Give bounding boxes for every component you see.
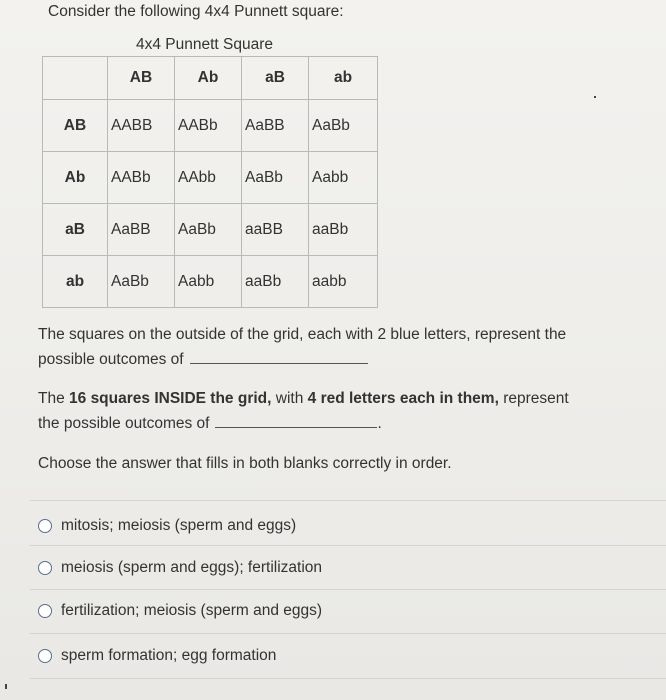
radio-button-icon[interactable] [38,519,52,533]
option-label: fertilization; meiosis (sperm and eggs) [61,602,323,619]
divider [30,589,666,590]
column-header: aB [242,57,309,100]
table-header-row [43,57,378,100]
row-header: aB [43,204,108,256]
genotype-cell: aaBB [242,204,309,256]
table-row [43,204,378,256]
question-two-end-mark: . [377,415,382,432]
genotype-cell: AABB [108,100,175,152]
divider [30,545,666,546]
question-one [38,322,648,372]
column-header: Ab [175,57,242,100]
genotype-cell: AaBB [242,100,309,152]
genotype-cell: AaBB [108,204,175,256]
radio-button-icon[interactable] [38,604,52,618]
table-row [43,152,378,204]
punnett-square-table [42,56,378,308]
divider [30,500,666,501]
genotype-cell: AAbb [175,152,242,204]
question-two-middle: with [271,390,308,407]
intro-text: Consider the following 4x4 Punnett square: [48,3,344,20]
genotype-cell: AaBb [309,100,378,152]
question-two-prefix: The [38,390,70,407]
question-one-line2 [38,347,648,372]
question-one-line1: The squares on the outside of the grid, each with 2 blue letters, represent the [38,326,567,343]
genotype-cell: aaBb [242,256,309,308]
genotype-cell: aabb [309,256,378,308]
row-header: Ab [43,152,108,204]
corner-cell [43,57,108,100]
question-two-bold-count: 16 squares INSIDE the grid, [69,390,272,407]
question-one-text: possible outcomes of [38,351,184,368]
question-two-line2 [38,411,648,436]
column-header: AB [108,57,175,100]
genotype-cell: AABb [175,100,242,152]
genotype-cell: AaBb [242,152,309,204]
row-header: AB [43,100,108,152]
row-header: ab [43,256,108,308]
genotype-cell: AaBb [108,256,175,308]
table-row [43,256,378,308]
question-two-line1 [38,386,648,411]
answer-blank-one [190,362,368,364]
answer-option-fertilization-meiosis[interactable] [38,599,322,623]
instruction-text: Choose the answer that fills in both blanks correctly in order. [38,455,452,472]
genotype-cell: Aabb [309,152,378,204]
answer-option-meiosis-fertilization[interactable] [38,556,322,580]
radio-button-icon[interactable] [38,649,52,663]
column-header: ab [309,57,378,100]
option-label: mitosis; meiosis (sperm and eggs) [61,517,297,534]
answer-option-sperm-egg-formation[interactable] [38,644,276,668]
stray-mark [594,96,596,98]
genotype-cell: aaBb [309,204,378,256]
radio-button-icon[interactable] [38,561,52,575]
question-two-suffix: represent [498,390,569,407]
question-two [38,386,648,436]
answer-option-mitosis-meiosis[interactable] [38,514,296,538]
stray-mark [5,684,7,689]
question-two-bold-letters: 4 red letters each in them, [307,390,499,407]
option-label: sperm formation; egg formation [61,647,277,664]
answer-blank-two [215,426,377,428]
question-two-text: the possible outcomes of [38,415,210,432]
table-row [43,100,378,152]
divider [30,633,666,634]
genotype-cell: Aabb [175,256,242,308]
table-caption: 4x4 Punnett Square [136,36,274,53]
divider [30,678,666,679]
option-label: meiosis (sperm and eggs); fertilization [61,559,323,576]
genotype-cell: AABb [108,152,175,204]
genotype-cell: AaBb [175,204,242,256]
